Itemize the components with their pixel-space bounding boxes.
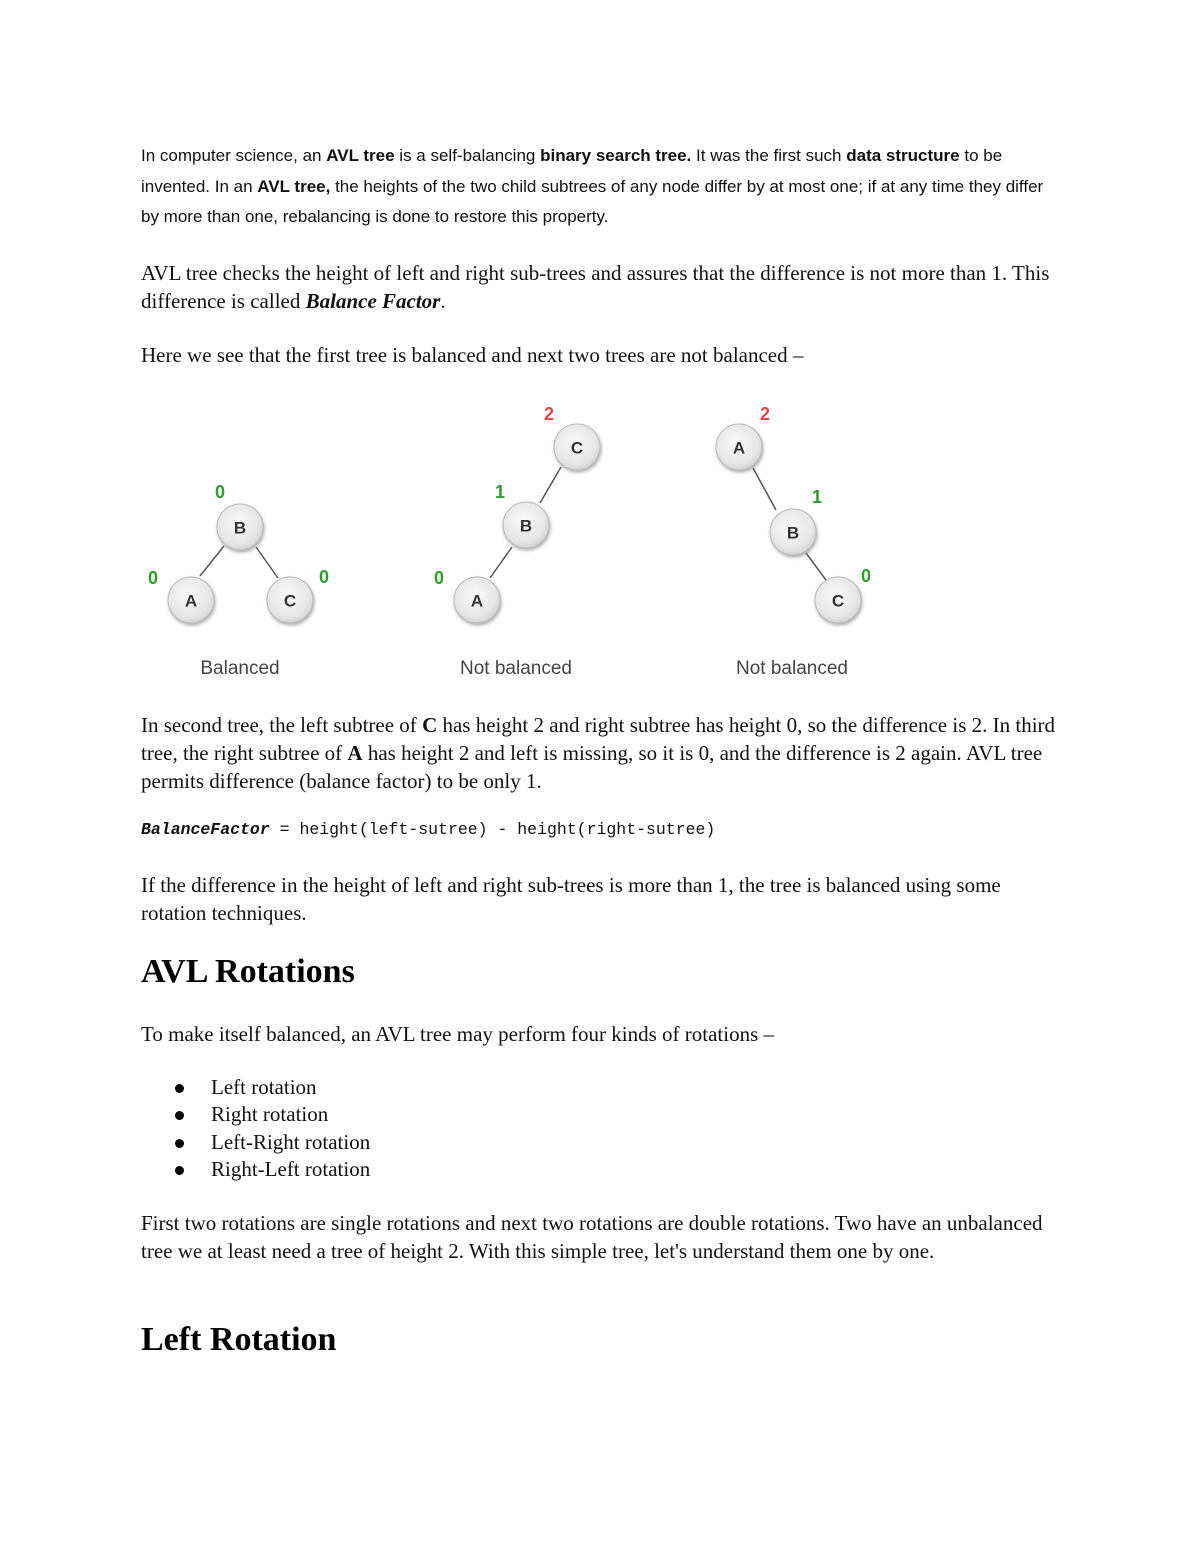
tree-node xyxy=(770,509,816,555)
single-double-rotations-paragraph: First two rotations are single rotations and next two rotations are double rotations. Two have an unbalanced tree we at least need a tree of height 2. With this simple tree, let's understand them one by one. xyxy=(141,1211,1043,1263)
tree-edge xyxy=(753,468,776,510)
list-item xyxy=(141,1156,370,1183)
paragraph-text: In second tree, the left subtree of xyxy=(141,713,423,737)
tree-node xyxy=(815,577,861,623)
height-explanation-paragraph xyxy=(141,711,1071,795)
tree-edge xyxy=(490,547,512,578)
node-label: C xyxy=(831,591,845,611)
tree-edge xyxy=(540,467,561,503)
trees-intro-paragraph: Here we see that the first tree is balanced and next two trees are not balanced – xyxy=(141,343,804,367)
intro-term-bst: binary search tree. xyxy=(540,146,692,165)
rotation-intro-paragraph: If the difference in the height of left and right sub-trees is more than 1, the tree is balanced using some rotation techniques. xyxy=(141,873,1001,925)
balance-factor-label: 0 xyxy=(319,567,330,587)
tree-node xyxy=(454,577,500,623)
node-label: B xyxy=(233,518,247,538)
balance-factor-term: Balance Factor xyxy=(305,289,441,313)
paragraph-text: has height 2 and left is missing, so it is 0, and the difference is 2 again. AVL tree permits difference (balance factor) to be only 1. xyxy=(141,741,1043,793)
tree-edge xyxy=(806,553,826,580)
bullet-icon xyxy=(175,1111,184,1120)
list-item xyxy=(141,1101,370,1128)
balance-factor-label: 1 xyxy=(812,487,823,507)
list-item xyxy=(141,1129,370,1156)
balance-factor-formula xyxy=(141,818,715,842)
node-label: B xyxy=(519,516,533,536)
intro-text: is a self-balancing xyxy=(394,146,541,165)
rotation-kinds-paragraph: To make itself balanced, an AVL tree may perform four kinds of rotations – xyxy=(141,1022,775,1046)
tree-caption: Not balanced xyxy=(460,658,572,679)
intro-paragraph xyxy=(141,141,1061,233)
paragraph-text: . xyxy=(440,289,446,313)
node-ref-a: A xyxy=(347,741,363,765)
heading-avl-rotations: AVL Rotations xyxy=(141,953,355,990)
tree-edge xyxy=(256,547,278,578)
node-label: A xyxy=(732,438,746,458)
tree-node xyxy=(716,424,762,470)
tree-node xyxy=(267,577,313,623)
formula-variable: BalanceFactor xyxy=(141,820,270,839)
tree-caption: Balanced xyxy=(200,658,280,679)
intro-term-ds: data structure xyxy=(846,146,960,165)
intro-text: In computer science, an xyxy=(141,146,327,165)
paragraph-text: AVL tree checks the height of left and right sub-trees and assures that the difference is not more than 1. This difference is called xyxy=(141,261,1050,313)
node-ref-c: C xyxy=(422,713,438,737)
balance-factor-paragraph xyxy=(141,259,1071,315)
list-item-label: Right rotation xyxy=(211,1102,329,1127)
heading-left-rotation: Left Rotation xyxy=(141,1321,337,1358)
intro-text: the heights of the two child subtrees of any node differ by at most one; if at any time they differ by more than one, rebalancing is done to restore this property. xyxy=(141,176,1044,226)
intro-text: to be invented. In an xyxy=(141,146,1003,196)
list-item-label: Left rotation xyxy=(211,1075,317,1099)
tree-caption: Not balanced xyxy=(736,658,848,679)
node-label: C xyxy=(283,591,297,611)
tree-node xyxy=(217,504,263,550)
balance-factor-label: 1 xyxy=(495,482,506,502)
balance-factor-label: 0 xyxy=(148,568,159,588)
bullet-icon xyxy=(175,1139,184,1148)
tree-node xyxy=(503,502,549,548)
balance-factor-label: 0 xyxy=(861,566,872,586)
bullet-icon xyxy=(175,1084,184,1093)
list-item-label: Left-Right rotation xyxy=(211,1129,371,1154)
rotations-list xyxy=(141,1074,370,1183)
balance-factor-label: 0 xyxy=(434,568,445,588)
list-item xyxy=(141,1074,370,1101)
node-label: A xyxy=(470,591,484,611)
balance-factor-label: 2 xyxy=(544,404,555,424)
node-label: C xyxy=(570,438,584,458)
formula-expression: = height(left-sutree) - height(right-sutree) xyxy=(269,820,716,839)
balance-factor-label: 2 xyxy=(760,404,771,424)
node-label: A xyxy=(184,591,198,611)
paragraph-text: has height 2 and right subtree has height 0, so the difference is 2. In third tree, the right subtree of xyxy=(141,713,1056,765)
tree-edge xyxy=(200,546,224,576)
avl-trees-figure xyxy=(120,390,920,690)
intro-term-avl2: AVL tree, xyxy=(257,176,331,196)
intro-text: It was the first such xyxy=(691,146,847,165)
tree-node xyxy=(168,577,214,623)
bullet-icon xyxy=(175,1166,184,1175)
balance-factor-label: 0 xyxy=(215,482,226,502)
list-item-label: Right-Left rotation xyxy=(211,1156,371,1181)
node-label: B xyxy=(786,523,800,543)
tree-node xyxy=(554,424,600,470)
intro-term-avl: AVL tree xyxy=(326,146,395,165)
